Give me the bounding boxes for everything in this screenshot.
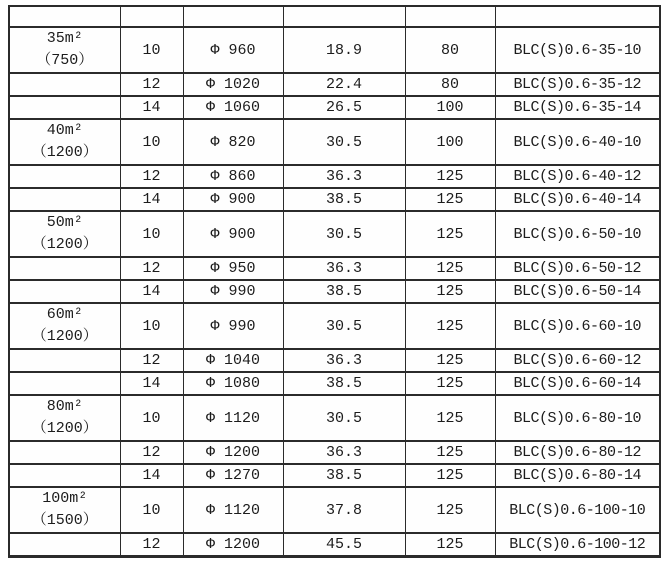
model-cell: BLC(S)0.6-80-14 xyxy=(495,464,660,487)
weight-cell: 22.4 xyxy=(283,73,405,96)
area-cell xyxy=(9,73,120,96)
tube-count-cell: 10 xyxy=(120,395,183,441)
tube-count-cell: 12 xyxy=(120,349,183,372)
weight-cell: 36.3 xyxy=(283,441,405,464)
spec-table xyxy=(8,5,661,558)
tube-count-cell: 10 xyxy=(120,27,183,73)
dn-cell: 100 xyxy=(405,119,495,165)
area-cell xyxy=(9,487,120,533)
tube-count-cell: 10 xyxy=(120,487,183,533)
area-label: 50m² xyxy=(46,214,83,232)
model-cell: BLC(S)0.6-50-14 xyxy=(495,280,660,303)
dn-cell: 125 xyxy=(405,395,495,441)
table-row xyxy=(9,257,660,280)
weight-cell: 38.5 xyxy=(283,464,405,487)
table-row xyxy=(9,96,660,119)
dn-cell: 125 xyxy=(405,349,495,372)
area-cell xyxy=(9,441,120,464)
model-cell: BLC(S)0.6-35-12 xyxy=(495,73,660,96)
header-cell xyxy=(120,6,183,27)
table-row xyxy=(9,372,660,395)
tube-count-cell: 10 xyxy=(120,211,183,257)
capacity-label: （1200） xyxy=(31,236,98,253)
model-cell: BLC(S)0.6-50-10 xyxy=(495,211,660,257)
area-cell xyxy=(9,349,120,372)
weight-cell: 36.3 xyxy=(283,165,405,188)
tube-count-cell: 12 xyxy=(120,73,183,96)
area-label: 100m² xyxy=(42,490,88,508)
header-row xyxy=(9,6,660,27)
area-cell xyxy=(9,165,120,188)
area-cell xyxy=(9,257,120,280)
weight-cell: 38.5 xyxy=(283,280,405,303)
diameter-cell: Φ 1020 xyxy=(183,73,283,96)
table-row xyxy=(9,464,660,487)
capacity-label: （750） xyxy=(36,52,94,69)
dn-cell: 125 xyxy=(405,188,495,211)
document-page xyxy=(0,5,668,569)
capacity-label: （1200） xyxy=(31,328,98,345)
diameter-cell: Φ 1200 xyxy=(183,441,283,464)
tube-count-cell: 12 xyxy=(120,533,183,556)
table-row xyxy=(9,188,660,211)
weight-cell: 30.5 xyxy=(283,211,405,257)
area-label: 35m² xyxy=(46,30,83,48)
diameter-cell: Φ 950 xyxy=(183,257,283,280)
tube-count-cell: 12 xyxy=(120,441,183,464)
weight-cell: 26.5 xyxy=(283,96,405,119)
tube-count-cell: 14 xyxy=(120,464,183,487)
diameter-cell: Φ 1080 xyxy=(183,372,283,395)
table-row xyxy=(9,487,660,533)
dn-cell: 125 xyxy=(405,533,495,556)
table-row xyxy=(9,533,660,556)
table-row xyxy=(9,441,660,464)
model-cell: BLC(S)0.6-60-10 xyxy=(495,303,660,349)
table-row xyxy=(9,27,660,73)
table-row xyxy=(9,349,660,372)
area-cell xyxy=(9,119,120,165)
area-label: 40m² xyxy=(46,122,83,140)
diameter-cell: Φ 1060 xyxy=(183,96,283,119)
model-cell: BLC(S)0.6-60-14 xyxy=(495,372,660,395)
weight-cell: 38.5 xyxy=(283,372,405,395)
area-cell xyxy=(9,280,120,303)
weight-cell: 37.8 xyxy=(283,487,405,533)
diameter-cell: Φ 1270 xyxy=(183,464,283,487)
weight-cell: 30.5 xyxy=(283,395,405,441)
diameter-cell: Φ 1040 xyxy=(183,349,283,372)
model-cell: BLC(S)0.6-40-14 xyxy=(495,188,660,211)
header-cell xyxy=(405,6,495,27)
tube-count-cell: 14 xyxy=(120,372,183,395)
area-cell xyxy=(9,211,120,257)
area-cell xyxy=(9,464,120,487)
model-cell: BLC(S)0.6-50-12 xyxy=(495,257,660,280)
table-row xyxy=(9,303,660,349)
table-row xyxy=(9,119,660,165)
header-cell xyxy=(9,6,120,27)
model-cell: BLC(S)0.6-80-10 xyxy=(495,395,660,441)
weight-cell: 45.5 xyxy=(283,533,405,556)
diameter-cell: Φ 1120 xyxy=(183,395,283,441)
dn-cell: 80 xyxy=(405,73,495,96)
weight-cell: 38.5 xyxy=(283,188,405,211)
tube-count-cell: 12 xyxy=(120,165,183,188)
diameter-cell: Φ 900 xyxy=(183,188,283,211)
model-cell: BLC(S)0.6-100-10 xyxy=(495,487,660,533)
table-row xyxy=(9,73,660,96)
tube-count-cell: 10 xyxy=(120,303,183,349)
dn-cell: 125 xyxy=(405,441,495,464)
weight-cell: 36.3 xyxy=(283,349,405,372)
weight-cell: 30.5 xyxy=(283,119,405,165)
weight-cell: 36.3 xyxy=(283,257,405,280)
area-cell xyxy=(9,533,120,556)
dn-cell: 125 xyxy=(405,165,495,188)
model-cell: BLC(S)0.6-35-14 xyxy=(495,96,660,119)
diameter-cell: Φ 960 xyxy=(183,27,283,73)
diameter-cell: Φ 860 xyxy=(183,165,283,188)
area-cell xyxy=(9,96,120,119)
area-cell xyxy=(9,395,120,441)
area-cell xyxy=(9,27,120,73)
table-row xyxy=(9,395,660,441)
dn-cell: 80 xyxy=(405,27,495,73)
capacity-label: （1500） xyxy=(31,512,98,529)
table-row xyxy=(9,280,660,303)
dn-cell: 125 xyxy=(405,257,495,280)
diameter-cell: Φ 1120 xyxy=(183,487,283,533)
tube-count-cell: 10 xyxy=(120,119,183,165)
model-cell: BLC(S)0.6-40-12 xyxy=(495,165,660,188)
model-cell: BLC(S)0.6-100-12 xyxy=(495,533,660,556)
model-cell: BLC(S)0.6-40-10 xyxy=(495,119,660,165)
dn-cell: 125 xyxy=(405,487,495,533)
dn-cell: 100 xyxy=(405,96,495,119)
capacity-label: （1200） xyxy=(31,420,98,437)
model-cell: BLC(S)0.6-80-12 xyxy=(495,441,660,464)
diameter-cell: Φ 900 xyxy=(183,211,283,257)
tube-count-cell: 14 xyxy=(120,96,183,119)
header-cell xyxy=(283,6,405,27)
area-cell xyxy=(9,372,120,395)
weight-cell: 30.5 xyxy=(283,303,405,349)
weight-cell: 18.9 xyxy=(283,27,405,73)
table-row xyxy=(9,211,660,257)
diameter-cell: Φ 990 xyxy=(183,280,283,303)
diameter-cell: Φ 1200 xyxy=(183,533,283,556)
dn-cell: 125 xyxy=(405,303,495,349)
header-cell xyxy=(495,6,660,27)
area-cell xyxy=(9,303,120,349)
model-cell: BLC(S)0.6-60-12 xyxy=(495,349,660,372)
tube-count-cell: 14 xyxy=(120,280,183,303)
table-row xyxy=(9,165,660,188)
model-cell: BLC(S)0.6-35-10 xyxy=(495,27,660,73)
area-label: 80m² xyxy=(46,398,83,416)
tube-count-cell: 14 xyxy=(120,188,183,211)
area-label: 60m² xyxy=(46,306,83,324)
area-cell xyxy=(9,188,120,211)
header-cell xyxy=(183,6,283,27)
diameter-cell: Φ 820 xyxy=(183,119,283,165)
dn-cell: 125 xyxy=(405,372,495,395)
dn-cell: 125 xyxy=(405,211,495,257)
capacity-label: （1200） xyxy=(31,144,98,161)
diameter-cell: Φ 990 xyxy=(183,303,283,349)
dn-cell: 125 xyxy=(405,280,495,303)
tube-count-cell: 12 xyxy=(120,257,183,280)
dn-cell: 125 xyxy=(405,464,495,487)
